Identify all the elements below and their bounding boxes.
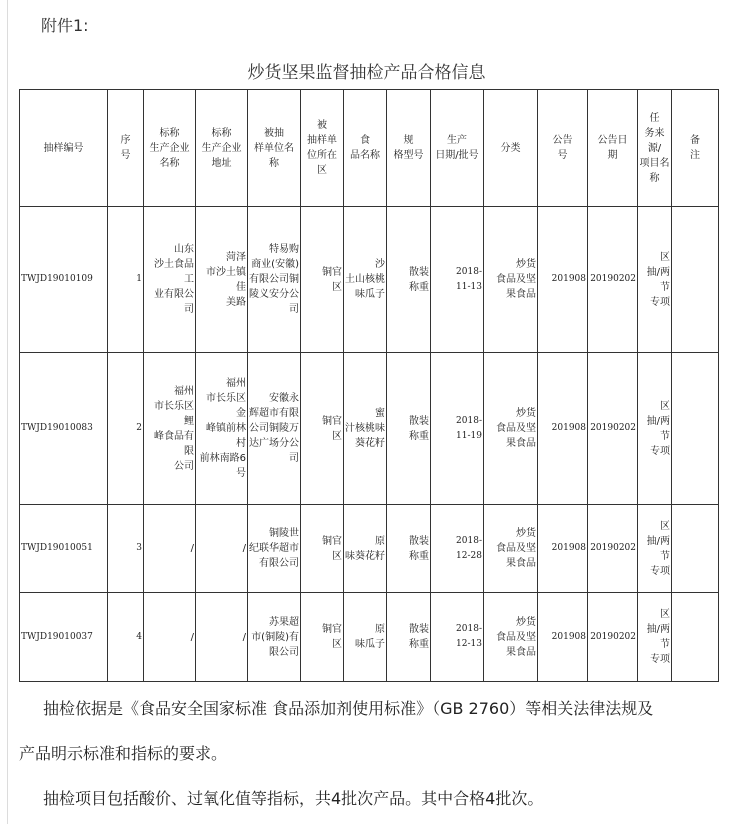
table-row	[20, 505, 719, 593]
cell-seq: 1	[108, 207, 144, 353]
cell-food-name: 蜜 汁核桃味 葵花籽	[344, 353, 387, 505]
cell-sampled-unit: 苏果超 市(铜陵)有 限公司	[248, 593, 301, 682]
cell-notice-no: 201908	[538, 505, 588, 593]
cell-task-source: 区 抽/两节 专项	[638, 353, 672, 505]
cell-food-name: 沙 土山核桃 味瓜子	[344, 207, 387, 353]
col-mfr-name: 标称 生产企业 名称	[144, 90, 196, 207]
cell-notice-date: 20190202	[588, 353, 638, 505]
cell-notice-no: 201908	[538, 353, 588, 505]
cell-task-source: 区 抽/两节 专项	[638, 593, 672, 682]
cell-task-source: 区 抽/两节 专项	[638, 207, 672, 353]
cell-task-source: 区 抽/两节 专项	[638, 505, 672, 593]
cell-sampled-unit: 铜陵世 纪联华超市 有限公司	[248, 505, 301, 593]
col-district: 被 抽样单 位所在 区	[301, 90, 344, 207]
table-header-row	[20, 90, 719, 207]
document-title: 炒货坚果监督抽检产品合格信息	[247, 63, 486, 83]
col-notice-date: 公告日 期	[588, 90, 638, 207]
col-notice-no: 公告 号	[538, 90, 588, 207]
cell-mfr-name: /	[144, 593, 196, 682]
basis-paragraph-line2: 产品明示标准和指标的要求。	[19, 744, 228, 763]
cell-mfr-addr: 菏泽 市沙土镇佳 美路	[196, 207, 248, 353]
table-row	[20, 207, 719, 353]
scope-paragraph: 抽检项目包括酸价、过氧化值等指标，共4批次产品。其中合格4批次。	[43, 789, 544, 808]
cell-sampled-unit: 安徽永 辉超市有限 公司铜陵万 达广场分公 司	[248, 353, 301, 505]
cell-notice-date: 20190202	[588, 207, 638, 353]
cell-notice-date: 20190202	[588, 505, 638, 593]
cell-prod-date: 2018- 11-19	[431, 353, 484, 505]
cell-prod-date: 2018- 12-13	[431, 593, 484, 682]
col-food-name: 食 品名称	[344, 90, 387, 207]
cell-district: 铜官 区	[301, 593, 344, 682]
cell-prod-date: 2018- 11-13	[431, 207, 484, 353]
page-left-border	[7, 0, 8, 824]
cell-sample-no: TWJD19010051	[20, 505, 108, 593]
cell-notice-no: 201908	[538, 207, 588, 353]
cell-seq: 3	[108, 505, 144, 593]
cell-district: 铜官 区	[301, 505, 344, 593]
table-body	[20, 207, 719, 682]
cell-seq: 4	[108, 593, 144, 682]
cell-spec: 散装 称重	[387, 353, 431, 505]
cell-food-name: 原 味葵花籽	[344, 505, 387, 593]
cell-mfr-name: 福州 市长乐区鲤 峰食品有限 公司	[144, 353, 196, 505]
col-seq: 序 号	[108, 90, 144, 207]
cell-category: 炒货 食品及坚 果食品	[484, 353, 538, 505]
col-sampled-unit: 被抽 样单位名 称	[248, 90, 301, 207]
cell-mfr-addr: 福州 市长乐区金 峰镇前林村 前林南路6 号	[196, 353, 248, 505]
cell-sample-no: TWJD19010109	[20, 207, 108, 353]
col-category: 分类	[484, 90, 538, 207]
cell-sampled-unit: 特易购 商业(安徽) 有限公司铜 陵义安分公 司	[248, 207, 301, 353]
table-row	[20, 353, 719, 505]
cell-notice-no: 201908	[538, 593, 588, 682]
cell-category: 炒货 食品及坚 果食品	[484, 505, 538, 593]
table-row	[20, 593, 719, 682]
cell-spec: 散装 称重	[387, 593, 431, 682]
cell-remark	[672, 207, 719, 353]
cell-remark	[672, 593, 719, 682]
cell-remark	[672, 505, 719, 593]
cell-category: 炒货 食品及坚 果食品	[484, 207, 538, 353]
attachment-label: 附件1:	[41, 16, 89, 35]
cell-spec: 散装 称重	[387, 505, 431, 593]
cell-remark	[672, 353, 719, 505]
cell-mfr-addr: /	[196, 505, 248, 593]
cell-district: 铜官 区	[301, 353, 344, 505]
cell-mfr-addr: /	[196, 593, 248, 682]
inspection-results-table	[19, 89, 719, 682]
basis-paragraph-line1: 抽检依据是《食品安全国家标准 食品添加剂使用标准》（GB 2760）等相关法律法规及	[43, 699, 654, 718]
col-spec: 规 格型号	[387, 90, 431, 207]
col-mfr-addr: 标称 生产企业 地址	[196, 90, 248, 207]
col-sample-no: 抽样编号	[20, 90, 108, 207]
cell-prod-date: 2018- 12-28	[431, 505, 484, 593]
cell-mfr-name: /	[144, 505, 196, 593]
cell-sample-no: TWJD19010083	[20, 353, 108, 505]
col-prod-date: 生产 日期/批号	[431, 90, 484, 207]
cell-sample-no: TWJD19010037	[20, 593, 108, 682]
cell-district: 铜官 区	[301, 207, 344, 353]
cell-notice-date: 20190202	[588, 593, 638, 682]
col-task-source: 任 务来源/ 项目名 称	[638, 90, 672, 207]
cell-seq: 2	[108, 353, 144, 505]
cell-mfr-name: 山东 沙土食品工 业有限公司	[144, 207, 196, 353]
cell-category: 炒货 食品及坚 果食品	[484, 593, 538, 682]
cell-food-name: 原 味瓜子	[344, 593, 387, 682]
cell-spec: 散装 称重	[387, 207, 431, 353]
col-remark: 备 注	[672, 90, 719, 207]
